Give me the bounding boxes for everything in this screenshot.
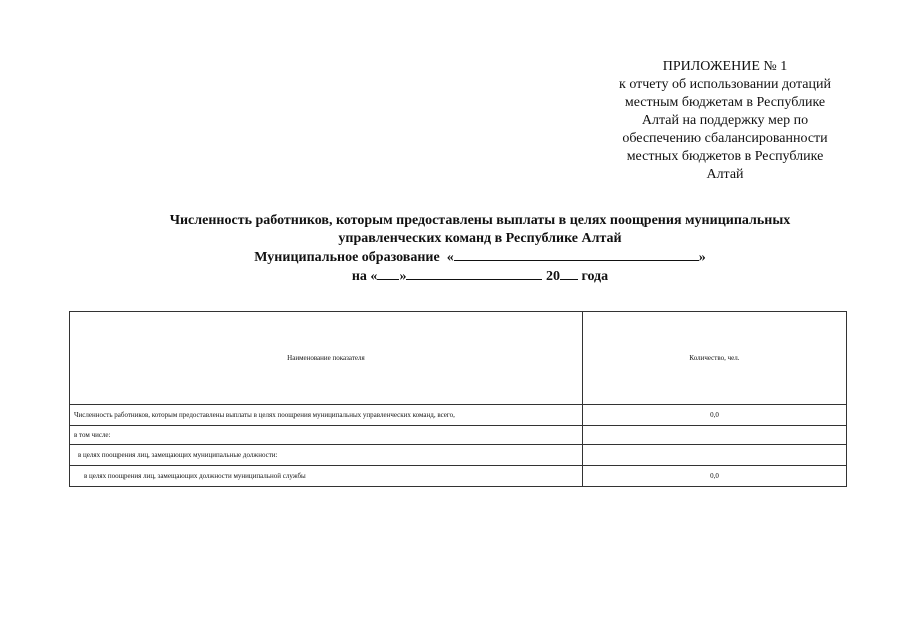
row-value: 0,0 [582, 466, 846, 487]
appendix-line: ПРИЛОЖЕНИЕ № 1 [662, 59, 788, 74]
appendix-line: местным бюджетам в Республике [624, 95, 826, 110]
table-header-row [70, 312, 847, 405]
month-blank [406, 267, 542, 280]
municipality-label: Муниципальное образование [254, 250, 440, 265]
date-prefix: на « [351, 269, 378, 284]
day-blank [377, 267, 399, 280]
table-row [70, 466, 847, 487]
appendix-line: Алтай [706, 167, 744, 182]
year-prefix: 20 [545, 269, 560, 284]
table-row [70, 405, 847, 426]
indicators-table [69, 311, 847, 487]
appendix-line: к отчету об использовании дотаций [619, 77, 831, 92]
row-value [582, 426, 846, 445]
open-quote: « [446, 250, 454, 265]
header-quantity: Количество, чел. [582, 312, 846, 405]
table-row [70, 426, 847, 445]
year-blank [560, 267, 578, 280]
municipality-line [60, 248, 900, 267]
appendix-line: местных бюджетов в Республике [626, 149, 824, 164]
title-line-2: управленческих команд в Республике Алтай [338, 231, 622, 246]
date-line [60, 267, 900, 286]
row-value: 0,0 [582, 405, 846, 426]
appendix-line: Алтай на поддержку мер по [641, 113, 809, 128]
row-name: в целях поощрения лиц, замещающих должности муниципальной службы [70, 466, 583, 487]
table-row [70, 445, 847, 466]
row-name: Численность работников, которым предоставлены выплаты в целях поощрения муниципальных управленческих команд, всего, [70, 405, 583, 426]
municipality-blank [454, 248, 699, 261]
appendix-line: обеспечению сбалансированности [622, 131, 828, 146]
header-indicator-name: Наименование показателя [70, 312, 583, 405]
row-value [582, 445, 846, 466]
date-mid: » [399, 269, 407, 284]
appendix-header [590, 58, 860, 184]
close-quote: » [698, 250, 706, 265]
title-line-1: Численность работников, которым предоставлены выплаты в целях поощрения муниципальных [169, 213, 791, 228]
year-suffix: года [581, 269, 609, 284]
row-name: в целях поощрения лиц, замещающих муниципальные должности: [70, 445, 583, 466]
row-name: в том числе: [70, 426, 583, 445]
document-title [60, 212, 900, 286]
